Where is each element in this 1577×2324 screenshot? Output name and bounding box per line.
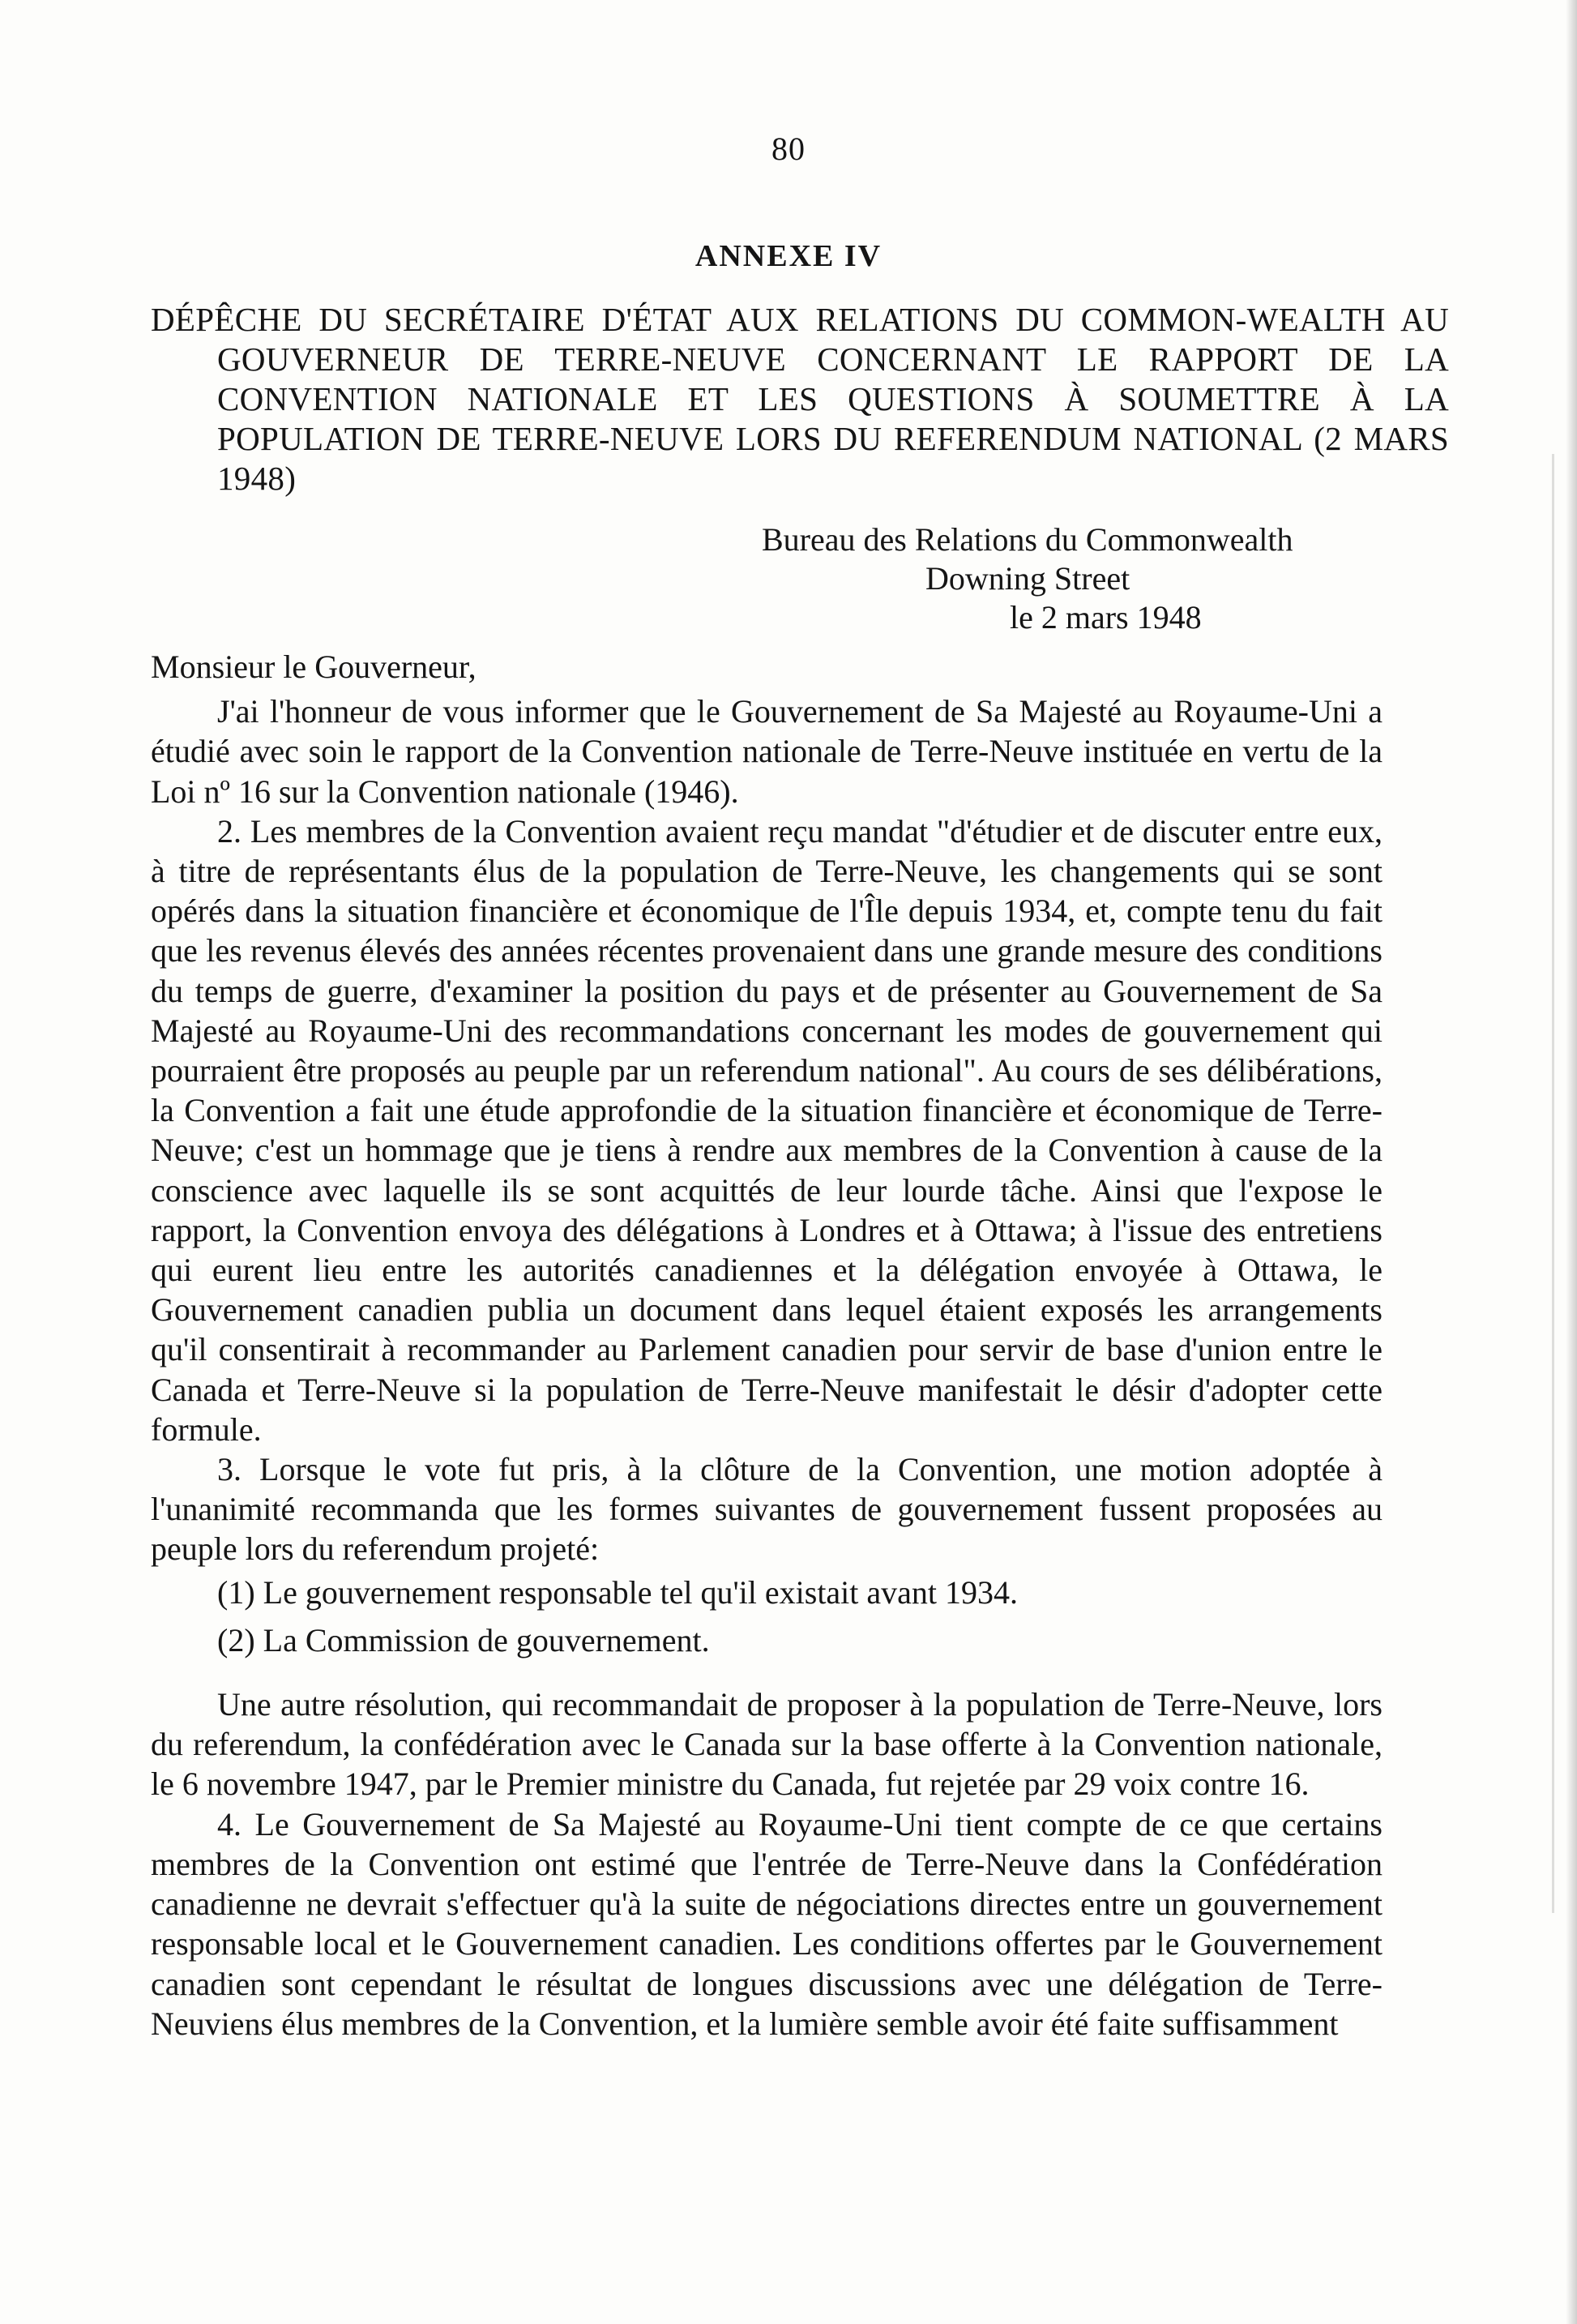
list-item: (2) La Commission de gouvernement.	[217, 1621, 710, 1658]
letter-body	[151, 647, 1383, 2044]
paragraph-3: 3. Lorsque le vote fut pris, à la clôture de la Convention, une motion adoptée à l'unanimité recommanda que les formes suivantes de gouvernement fussent proposées au peuple lors du referendum projeté:	[151, 1451, 1383, 1568]
salutation: Monsieur le Gouverneur,	[151, 648, 477, 685]
paragraph-resolution: Une autre résolution, qui recommandait de proposer à la population de Terre-Neuve, lors du referendum, la confédération avec le Canada sur la base offerte à la Convention nationale, le 6 novembre 1947, par le Premier ministre du Canada, fut rejetée par 29 voix contre 16.	[151, 1686, 1383, 1803]
sender-office: Bureau des Relations du Commonwealth	[762, 521, 1293, 558]
sender-address-block	[762, 520, 1410, 637]
sender-date: le 2 mars 1948	[1010, 599, 1202, 636]
annex-title: ANNEXE IV	[694, 239, 883, 273]
page-number: 80	[771, 131, 806, 167]
paragraph-2: 2. Les membres de la Convention avaient reçu mandat "d'étudier et de discuter entre eux, à titre de représentants élus de la population de Terre-Neuve, les changements qui se sont opérés dans la situation financière et économique de l'Île depuis 1934, et, compte tenu du fait que les revenus élevés des années récentes provenaient dans une grande mesure des conditions du temps de guerre, d'examiner la position du pays et de présenter au Gouvernement de Sa Majesté au Royaume-Uni des recommandations concernant les modes de gouvernement qui pourraient être proposés au peuple par un referendum national". Au cours de ses délibérations, la Convention a fait une étude approfondie de la situation financière et économique de Terre-Neuve; c'est un hommage que je tiens à rendre aux membres de la Convention à cause de la conscience avec laquelle ils se sont acquittés de leur lourde tâche. Ainsi que l'expose le rapport, la Convention envoya des délégations à Londres et à Ottawa; à l'issue des entretiens qui eurent lieu entre les autorités canadiennes et la délégation envoyée à Ottawa, le Gouvernement canadien publia un document dans lequel étaient exposés les arrangements qu'il consentirait à recommander au Parlement canadien pour servir de base d'union entre le Canada et Terre-Neuve si la population de Terre-Neuve manifestait le désir d'adopter cette formule.	[151, 812, 1383, 1448]
paragraph-intro: J'ai l'honneur de vous informer que le Gouvernement de Sa Majesté au Royaume-Uni a étudié avec soin le rapport de la Convention nationale de Terre-Neuve instituée en vertu de la Loi nº 16 sur la Convention nationale (1946).	[151, 693, 1383, 810]
sender-street: Downing Street	[925, 560, 1130, 597]
paragraph-4: 4. Le Gouvernement de Sa Majesté au Royaume-Uni tient compte de ce que certains membres de la Convention ont estimé que l'entrée de Terre-Neuve dans la Confédération canadienne ne devrait s'effectuer qu'à la suite de négociations directes entre un gouvernement responsable local et le Gouvernement canadien. Les conditions offertes par le Gouvernement canadien sont cependant le résultat de longues discussions avec une délégation de Terre-Neuviens élus membres de la Convention, et la lumière semble avoir été faite suffisamment	[151, 1805, 1383, 2042]
list-item: (1) Le gouvernement responsable tel qu'il existait avant 1934.	[217, 1573, 1019, 1611]
scan-edge-line	[1552, 454, 1554, 1913]
document-heading: DÉPÊCHE DU SECRÉTAIRE D'ÉTAT AUX RELATIONS DU COMMON-WEALTH AU GOUVERNEUR DE TERRE-NEUVE CONCERNANT LE RAPPORT DE LA CONVENTION NATIONALE ET LES QUESTIONS À SOUMETTRE À LA POPULATION DE TERRE-NEUVE LORS DU REFERENDUM NATIONAL (2 MARS 1948)	[151, 301, 1449, 497]
scan-edge-shadow	[1566, 0, 1577, 2324]
